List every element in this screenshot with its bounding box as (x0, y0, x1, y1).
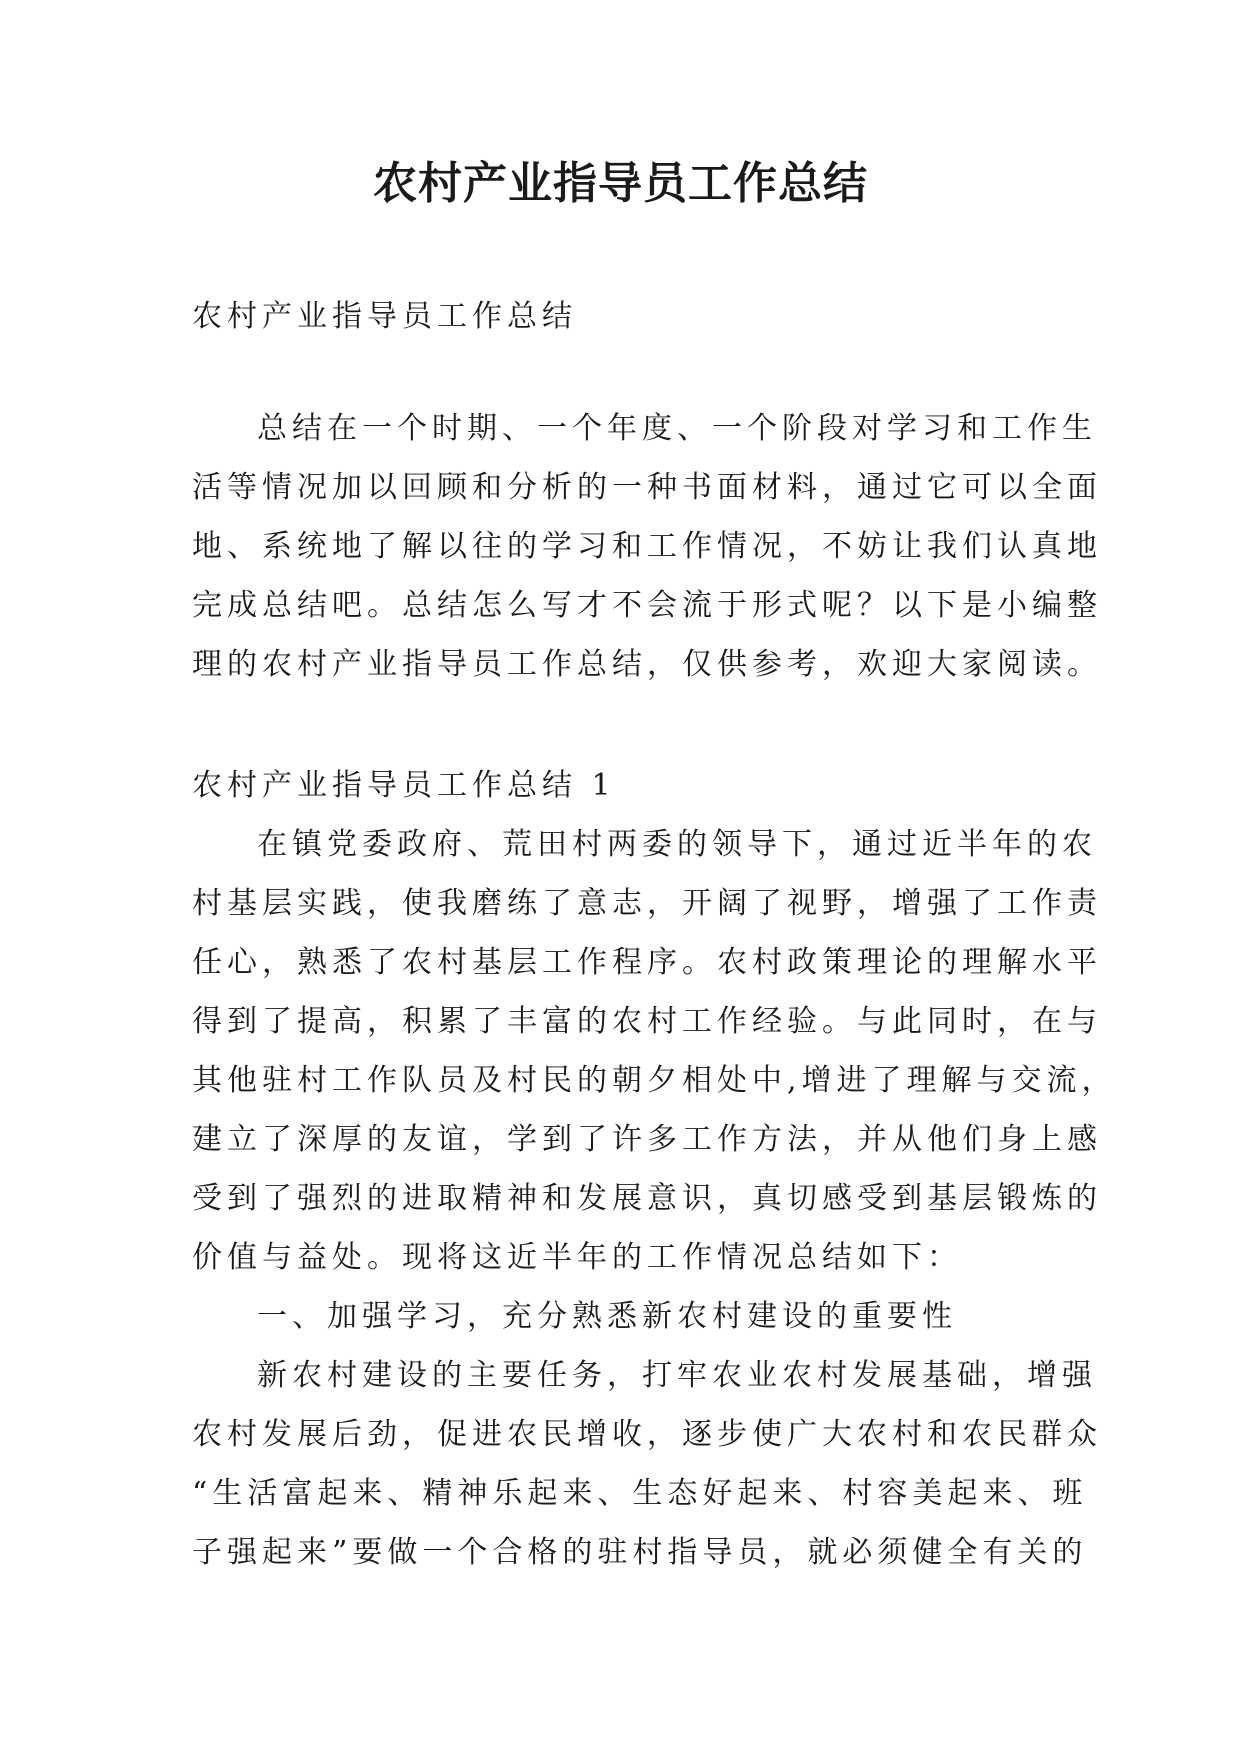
section-heading: 农村产业指导员工作总结 1 (192, 768, 616, 803)
text-line: 活等情况加以回顾和分析的一种书面材料，通过它可以全面 (192, 470, 1102, 505)
text-line: 地、系统地了解以往的学习和工作情况，不妨让我们认真地 (192, 529, 1102, 564)
document-subtitle (192, 287, 1072, 346)
text-line: 农村发展后劲，促进农民增收，逐步使广大农村和农民群众 (192, 1417, 1102, 1452)
text-line: “生活富起来、精神乐起来、生态好起来、村容美起来、班 (192, 1476, 1088, 1511)
text-line: 理的农村产业指导员工作总结，仅供参考，欢迎大家阅读。 (192, 647, 1102, 682)
text-line: 在镇党委政府、荒田村两委的领导下，通过近半年的农 (257, 827, 1097, 862)
subtitle-text: 农村产业指导员工作总结 (192, 299, 577, 334)
section-1 (192, 756, 1117, 1582)
text-line: 任心，熟悉了农村基层工作程序。农村政策理论的理解水平 (192, 945, 1102, 980)
text-line: 受到了强烈的进取精神和发展意识，真切感受到基层锻炼的 (192, 1181, 1102, 1216)
text-line: 得到了提高，积累了丰富的农村工作经验。与此同时，在与 (192, 1004, 1102, 1039)
document-title: 农村产业指导员工作总结 (373, 158, 868, 209)
subsection-heading: 一、加强学习，充分熟悉新农村建设的重要性 (257, 1299, 957, 1334)
text-line: 完成总结吧。总结怎么写才不会流于形式呢？以下是小编整 (192, 588, 1102, 623)
text-line: 建立了深厚的友谊，学到了许多工作方法，并从他们身上感 (192, 1122, 1102, 1157)
text-line: 新农村建设的主要任务，打牢农业农村发展基础，增强 (257, 1358, 1097, 1393)
text-line: 子强起来”要做一个合格的驻村指导员，就必须健全有关的 (192, 1535, 1088, 1570)
text-line: 其他驻村工作队员及村民的朝夕相处中,增进了理解与交流， (192, 1063, 1117, 1098)
intro-paragraph (192, 399, 1102, 694)
text-line: 总结在一个时期、一个年度、一个阶段对学习和工作生 (257, 411, 1097, 446)
text-line: 村基层实践，使我磨练了意志，开阔了视野，增强了工作责 (192, 886, 1102, 921)
text-line: 价值与益处。现将这近半年的工作情况总结如下： (192, 1240, 962, 1275)
